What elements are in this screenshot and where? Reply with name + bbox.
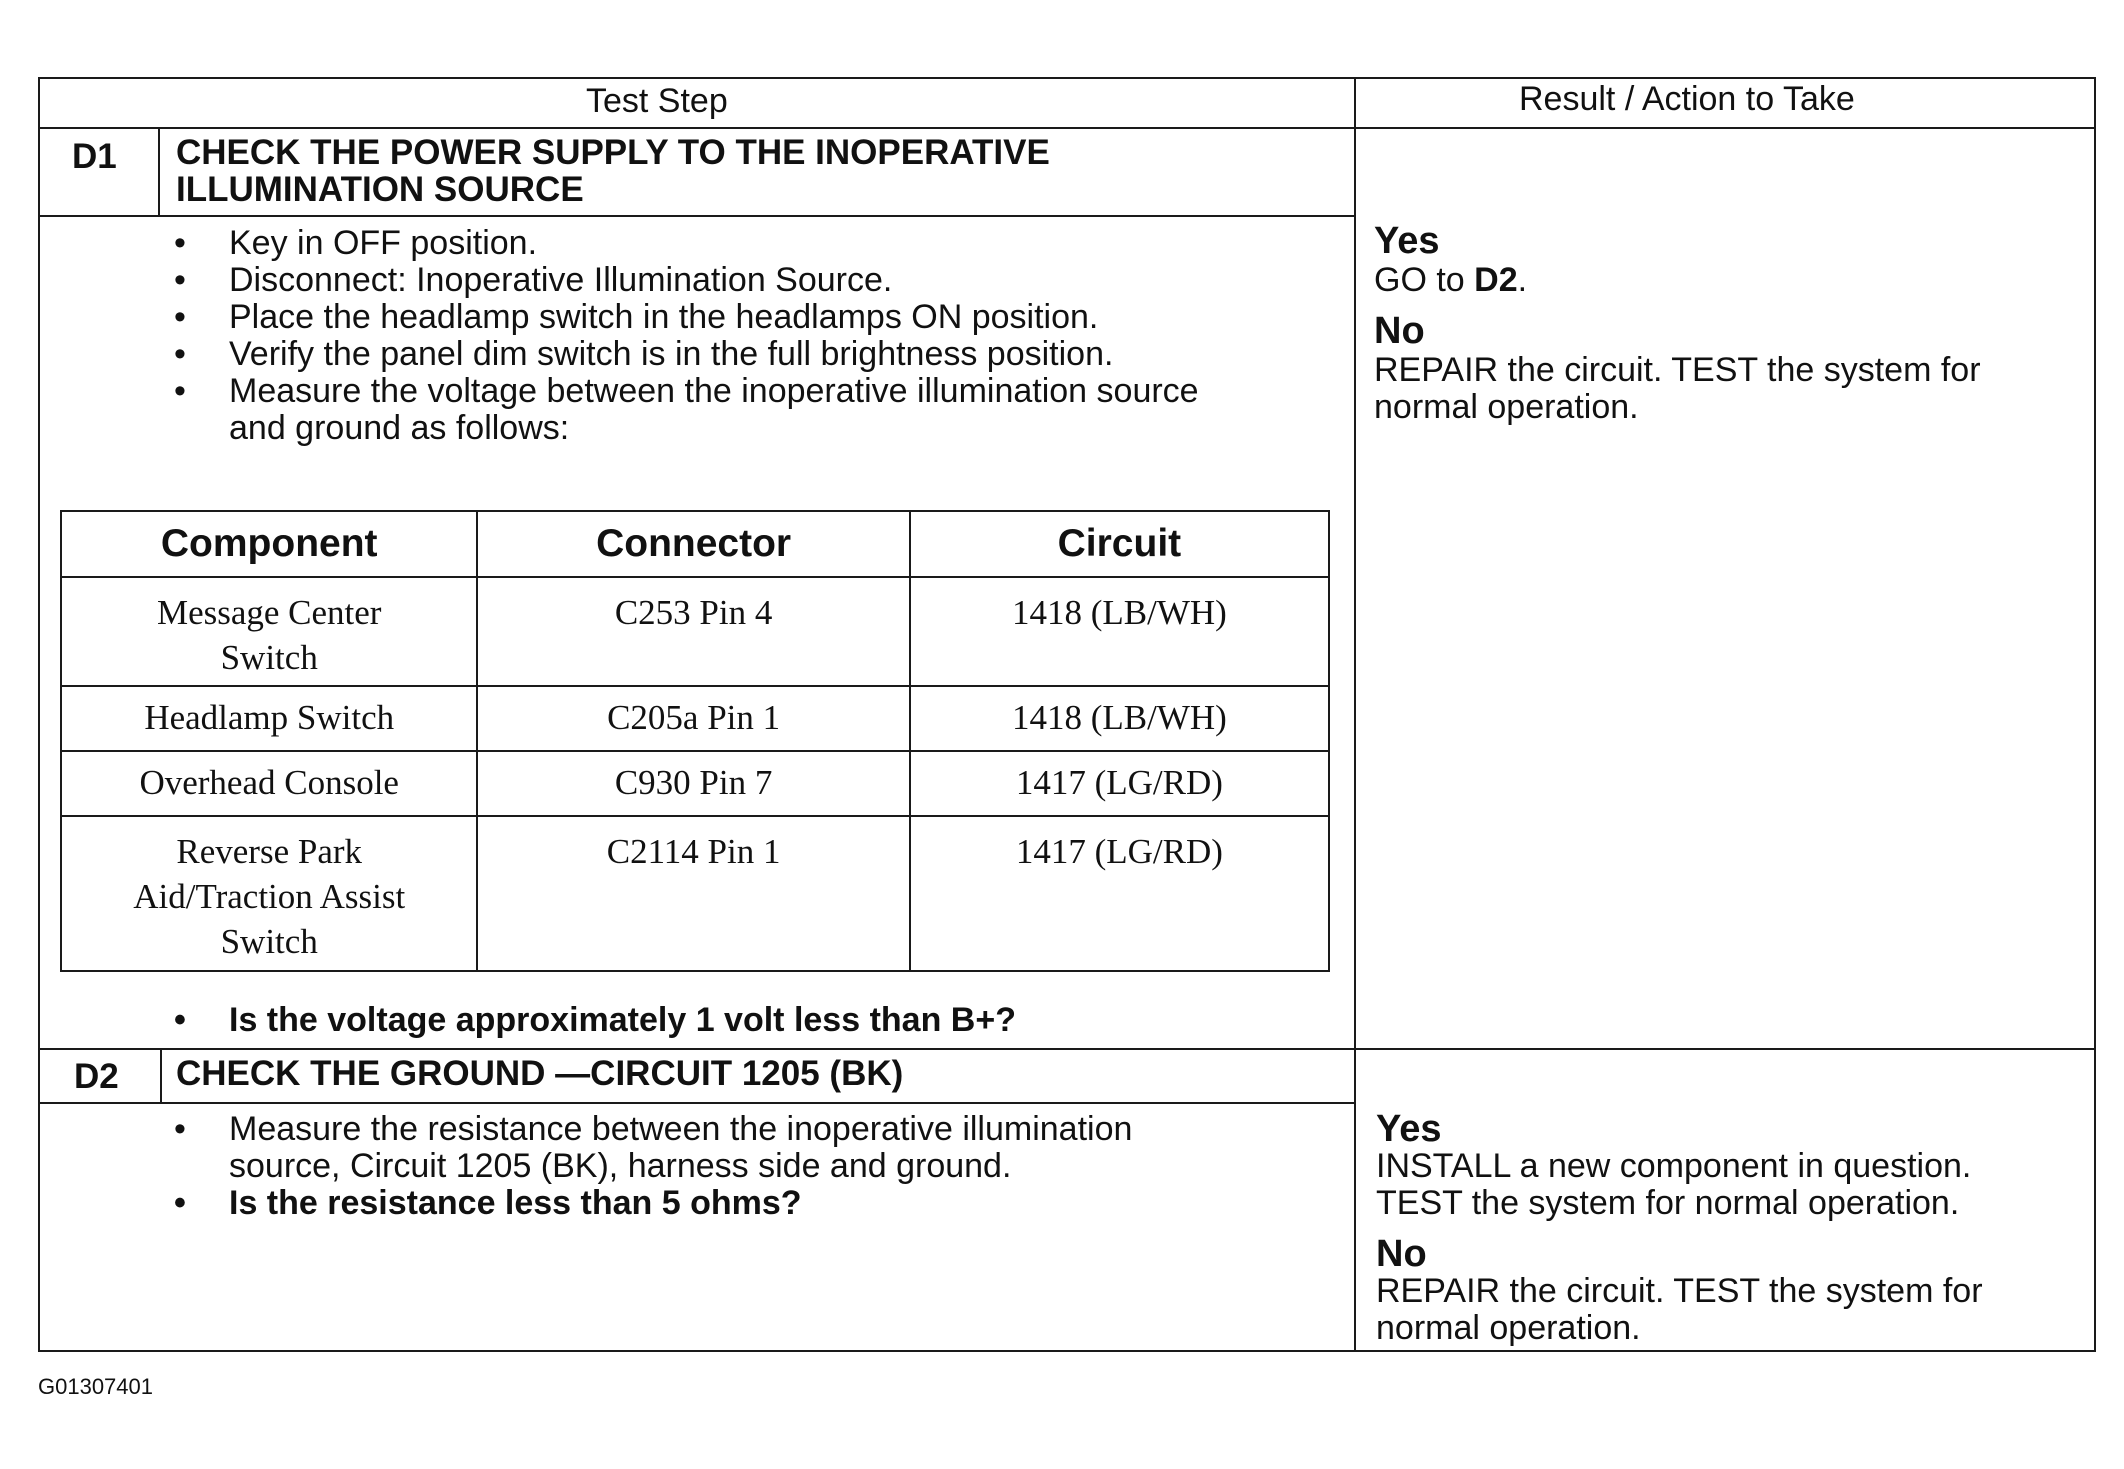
cell-component bbox=[61, 577, 477, 686]
d2-question-list bbox=[174, 1185, 802, 1222]
cell-circuit: 1417 (LG/RD) bbox=[910, 751, 1329, 816]
connector-table bbox=[60, 510, 1330, 972]
d1-title-line-1: CHECK THE POWER SUPPLY TO THE INOPERATIVE bbox=[176, 133, 1050, 172]
d1-bullet-4: • Verify the panel dim switch is in the full brightness position. bbox=[174, 336, 1199, 373]
cell-component bbox=[61, 816, 477, 971]
d1-step-id: D1 bbox=[72, 137, 117, 176]
column-divider bbox=[1354, 77, 1356, 1352]
d2-step-id: D2 bbox=[74, 1057, 119, 1096]
d2-title-divider bbox=[38, 1102, 1355, 1104]
d2-yes-line-1: INSTALL a new component in question. bbox=[1376, 1147, 1972, 1185]
d1-no-line-2: normal operation. bbox=[1374, 388, 1639, 426]
d1-title-divider bbox=[38, 215, 1355, 217]
cell-circuit: 1418 (LB/WH) bbox=[910, 577, 1329, 686]
d1-question-list bbox=[174, 1002, 1016, 1039]
table-row bbox=[61, 577, 1329, 686]
table-row bbox=[61, 751, 1329, 816]
header-divider bbox=[38, 127, 2096, 129]
d1-bullet-3: • Place the headlamp switch in the headlamps ON position. bbox=[174, 299, 1199, 336]
col-header-connector: Connector bbox=[477, 511, 909, 577]
d2-no-line-2: normal operation. bbox=[1376, 1309, 1641, 1347]
d1-yes-text bbox=[1374, 262, 1527, 299]
cell-connector: C2114 Pin 1 bbox=[477, 816, 909, 971]
d2-instruction-list bbox=[174, 1111, 1132, 1148]
d2-bullet-1: • Measure the resistance between the inoperative illumination bbox=[174, 1111, 1132, 1148]
d1-yes-text-prefix: GO to bbox=[1374, 261, 1475, 299]
d2-id-divider bbox=[160, 1049, 162, 1103]
d2-yes-line-2: TEST the system for normal operation. bbox=[1376, 1184, 1960, 1222]
d1-yes-target-step: D2 bbox=[1474, 261, 1518, 299]
col-header-component: Component bbox=[61, 511, 477, 577]
d2-title: CHECK THE GROUND —CIRCUIT 1205 (BK) bbox=[176, 1054, 904, 1093]
header-result-action: Result / Action to Take bbox=[1519, 80, 1855, 118]
header-test-step: Test Step bbox=[586, 82, 728, 120]
d1-bullet-5: • Measure the voltage between the inoperative illumination source bbox=[174, 373, 1199, 410]
d1-id-divider bbox=[158, 128, 160, 216]
d2-no-label: No bbox=[1376, 1233, 1427, 1275]
cell-component-line: Overhead Console bbox=[139, 763, 399, 802]
cell-component-line: Switch bbox=[220, 638, 318, 677]
connector-table-header-row bbox=[61, 511, 1329, 577]
d2-bullet-1-continued: source, Circuit 1205 (BK), harness side and ground. bbox=[229, 1147, 1012, 1185]
d2-yes-label: Yes bbox=[1376, 1108, 1442, 1150]
cell-connector: C930 Pin 7 bbox=[477, 751, 909, 816]
d1-bullet-1: • Key in OFF position. bbox=[174, 225, 1199, 262]
cell-component-line: Aid/Traction Assist bbox=[133, 877, 406, 916]
col-header-circuit: Circuit bbox=[910, 511, 1329, 577]
cell-component-line: Headlamp Switch bbox=[144, 698, 395, 737]
d1-instruction-list bbox=[174, 225, 1199, 410]
cell-component bbox=[61, 751, 477, 816]
d1-bullet-2: • Disconnect: Inoperative Illumination Source. bbox=[174, 262, 1199, 299]
d2-question: • Is the resistance less than 5 ohms? bbox=[174, 1185, 802, 1222]
d1-yes-label: Yes bbox=[1374, 220, 1440, 262]
cell-component-line: Switch bbox=[220, 922, 318, 961]
cell-circuit: 1418 (LB/WH) bbox=[910, 686, 1329, 751]
d1-d2-divider bbox=[38, 1048, 2096, 1050]
table-row bbox=[61, 686, 1329, 751]
cell-connector: C205a Pin 1 bbox=[477, 686, 909, 751]
cell-connector: C253 Pin 4 bbox=[477, 577, 909, 686]
cell-circuit: 1417 (LG/RD) bbox=[910, 816, 1329, 971]
d1-bullet-5-continued: and ground as follows: bbox=[229, 409, 570, 447]
d2-no-line-1: REPAIR the circuit. TEST the system for bbox=[1376, 1272, 1983, 1310]
d1-no-label: No bbox=[1374, 310, 1425, 352]
d1-question: • Is the voltage approximately 1 volt less than B+? bbox=[174, 1002, 1016, 1039]
cell-component-line: Reverse Park bbox=[176, 832, 363, 871]
cell-component bbox=[61, 686, 477, 751]
figure-id: G01307401 bbox=[38, 1374, 153, 1399]
d1-yes-text-suffix: . bbox=[1517, 261, 1528, 299]
d1-no-line-1: REPAIR the circuit. TEST the system for bbox=[1374, 351, 1981, 389]
table-row bbox=[61, 816, 1329, 971]
d1-title-line-2: ILLUMINATION SOURCE bbox=[176, 170, 584, 209]
cell-component-line: Message Center bbox=[156, 593, 382, 632]
